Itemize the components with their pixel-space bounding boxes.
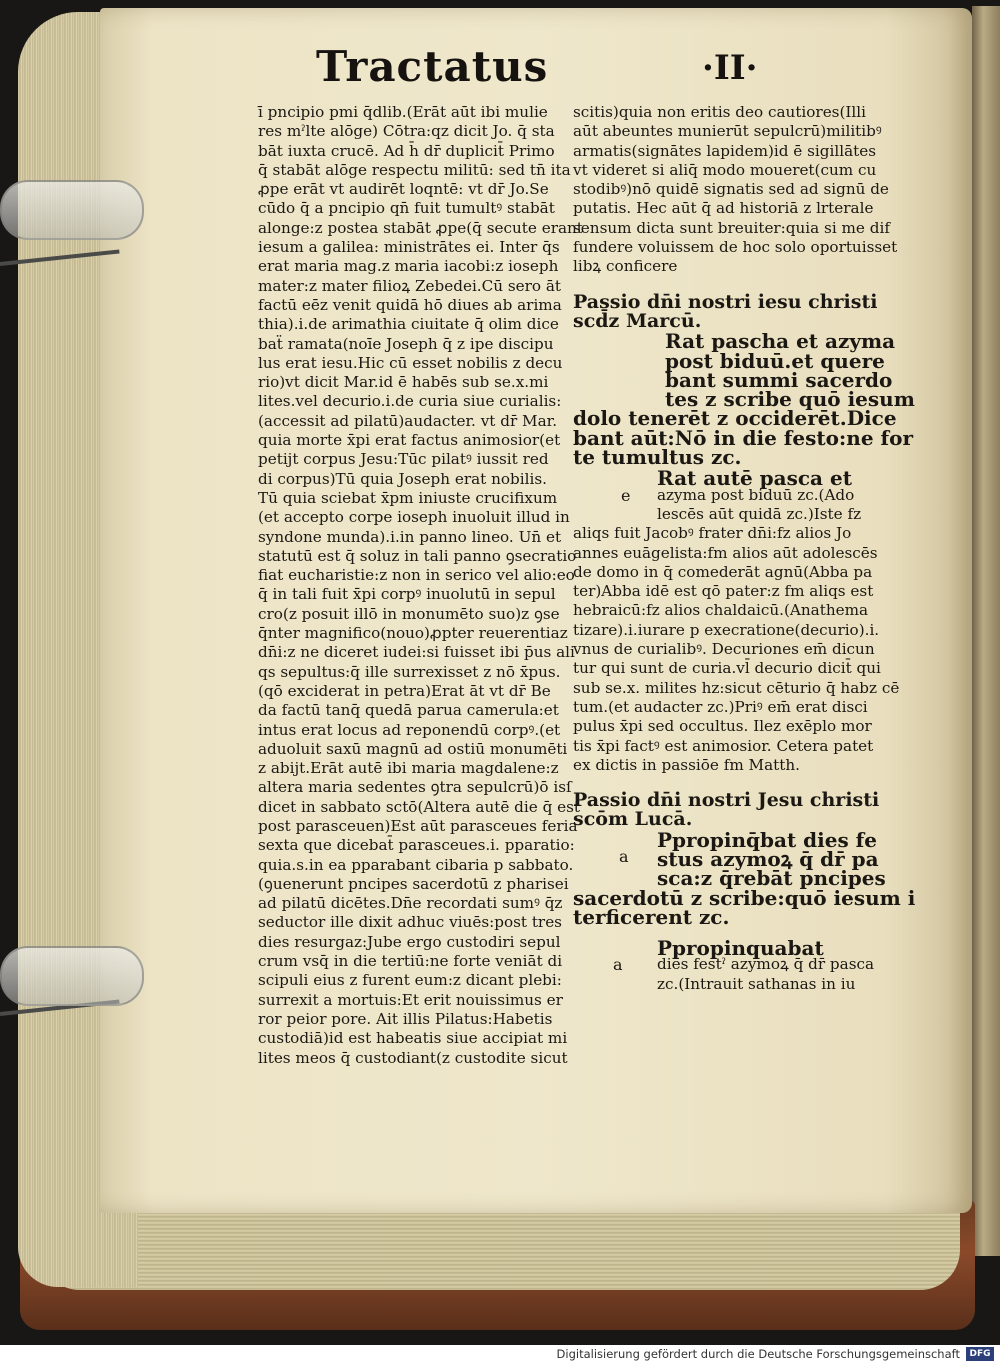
text-line: ex dictis in passiōe fm Matth.	[573, 755, 800, 774]
text-line: ꝓpe erāt vt audirēt loqntē: vt dr̄ Jo.Se	[258, 180, 549, 199]
text-line: alonge:z postea stabāt ꝓpe(q̄ secute erant	[258, 218, 583, 237]
text-line: dicet in sabbato sctō(Altera autē die q̄ est	[258, 797, 581, 816]
text-line: hebraicū:fz alios chaldaicū.(Anathema	[573, 601, 869, 620]
gospel-line: sca:z q̄rebāt pncipes	[657, 866, 886, 891]
text-line: scipuli eius z furent eum:z dicant plebi:	[258, 971, 562, 990]
text-line: statutū est q̄ soluz in tali panno ꝯsecratio	[258, 546, 577, 565]
guide-letter: a	[613, 955, 623, 975]
text-column-left	[258, 103, 583, 1068]
text-line: Tū quia sciebat x̄pm iniuste crucifixum	[258, 488, 558, 507]
text-line: syndone munda).i.in panno lineo. Un̄ et	[258, 527, 562, 546]
text-line: ad pilatū dicētes.Dn̄e recordati sumꝰ q̄z	[258, 894, 563, 913]
gospel-line: bant summi sacerdo	[665, 367, 893, 392]
text-line: thia).i.de arimathia ciuitate q̄ olim dice	[258, 315, 559, 334]
text-line: q̄nter magnifico(nouo)ꝓpter reuerentiaz	[258, 624, 568, 643]
text-line: petijt corpus Jesu:Tūc pilatꝰ iussit red	[258, 450, 549, 469]
folio-number: ·II·	[702, 48, 758, 88]
gospel-line: Rat pascha et azyma	[665, 329, 896, 354]
text-line: armatis(signātes lapidem)id ē sigillātes	[573, 141, 877, 160]
gospel-line: stus azymoꝝ q̄ dr̄ pa	[657, 846, 879, 871]
text-line: ī pncipio pmi q̄dlib.(Erāt aūt ibi mulie	[258, 103, 548, 121]
text-line: iesum a galilea: ministrātes ei. Inter q̄s	[258, 238, 560, 257]
text-line: seductor ille dixit adhuc viuēs:post tres	[258, 913, 562, 932]
funding-credit: Digitalisierung gefördert durch die Deutsche Forschungsgemeinschaft	[556, 1347, 960, 1361]
text-line: putatis. Hec aūt q̄ ad historiā z lrterale	[573, 199, 874, 218]
text-line: mater:z mater filioꝝ Zebedei.Cū sero āt	[258, 276, 562, 295]
text-line: z abijt.Erāt autē ibi maria magdalene:z	[258, 759, 559, 778]
text-line: factū eēz venit quidā hō diues ab arima	[258, 295, 562, 314]
text-line: rio)vt dicit Mar.id ē habēs sub se.x.mi	[258, 373, 549, 392]
text-line: baẗ ramata(noīe Joseph q̄ z ipe discipu	[258, 334, 554, 353]
text-line: intus erat locus ad reponendū corpꝰ.(et	[258, 720, 561, 739]
text-line: surrexit a mortuis:Et erit nouissimus er	[258, 990, 563, 1009]
text-line: sub se.x. milites hz:sicut cēturio q̄ habz cē	[573, 678, 900, 697]
running-title: Tractatus	[316, 42, 549, 91]
page-clip-top	[0, 180, 144, 240]
text-line: erat maria mag.z maria iacobi:z ioseph	[258, 257, 559, 276]
gospel-line: Ppropinq̄bat dies fe	[657, 827, 878, 852]
text-line: crum vsq̄ in die tertiū:ne forte veniāt di	[258, 952, 563, 971]
text-line: quia.s.in ea pparabant cibaria p sabbato.	[258, 855, 574, 874]
section-heading: scōm Lucā.	[573, 808, 693, 831]
gospel-line: tes z scribe quō iesum	[665, 387, 915, 412]
section-heading: scd̄z Marcū.	[573, 309, 702, 332]
text-line: res mˀlte alōge) Cōtra:qz dicit Jo. q̄ sta	[258, 122, 555, 141]
gospel-line: post biduū.et quere	[665, 348, 885, 373]
lemma-line: Rat autē pasca et	[657, 466, 852, 491]
text-line: tizare).i.iurare p execratione(decurio).i.	[573, 620, 880, 639]
text-line: (qō exciderat in petra)Erat āt vt dr̄ Be	[258, 681, 551, 700]
text-line: aūt abeuntes munierūt sepulcrū)militibꝰ	[573, 122, 882, 141]
text-line: tum.(et audacter zc.)Priꝰ em̄ erat disci	[573, 697, 868, 716]
gospel-line: dolo tenerēt z occiderēt.Dice	[573, 406, 897, 431]
text-line: quia morte x̄pi erat factus animosior(et	[258, 431, 561, 450]
text-line: altera maria sedentes ꝯtra sepulcrū)ō isſ	[258, 778, 572, 797]
text-line: q̄ in tali fuit x̄pi corpꝰ inuolutū in sepul	[258, 585, 556, 604]
text-column-right	[573, 103, 916, 994]
text-line: zc.(Intrauit sathanas in iu	[657, 974, 856, 993]
text-line: aliqs fuit Jacobꝰ frater dn̄i:fz alios Jo	[573, 524, 852, 543]
text-line: stodibꝰ)nō quidē signatis sed ad signū de	[573, 180, 889, 199]
text-line: aduoluit saxū magnū ad ostiū monumēti	[258, 739, 568, 758]
text-line: cro(z posuit illō in monumēto suo)z ꝯse	[258, 604, 560, 623]
text-line: sexta que dicebat̄ parasceues.i. pparatio:	[258, 836, 575, 855]
text-line: di corpus)Tū quia Joseph erat nobilis.	[258, 469, 547, 488]
text-line: cūdo q̄ a pncipio qn̄ fuit tumultꝰ stabāt	[258, 199, 555, 218]
text-line: da factū tanq̄ quedā parua camerula:et	[258, 701, 559, 720]
gospel-line: te tumultus zc.	[573, 445, 742, 470]
text-line: (ꝯuenerunt pncipes sacerdotū z pharisei	[258, 874, 569, 893]
text-line: dn̄i:z ne diceret iudei:si fuisset ibi p̄us ali	[258, 643, 575, 662]
text-line: scitis)quia non eritis deo cautiores(Illi	[573, 103, 866, 121]
text-line: (et accepto corpe ioseph inuoluit illud in	[258, 508, 570, 527]
text-line: (accessit ad pilatū)audacter. vt dr̄ Mar.	[258, 411, 558, 430]
running-header	[316, 42, 776, 102]
text-line: tis x̄pi factꝰ est animosior. Cetera patet	[573, 736, 874, 755]
text-line: lus erat iesu.Hic cū esset nobilis z decu	[258, 353, 563, 372]
text-line: vt videret si aliq̄ modo moueret(cum cu	[573, 160, 877, 179]
text-line: fiat eucharistie:z non in serico vel alio:eo	[258, 566, 575, 585]
guide-letter: e	[621, 485, 631, 505]
text-line: custodiā)id est habeatis siue accipiat mi	[258, 1029, 568, 1048]
text-line: libꝝ conficere	[573, 257, 678, 276]
lemma-line: Ppropinquabat	[657, 936, 824, 961]
text-line: tur qui sunt de curia.vl̄ decurio dicit̄ qui	[573, 659, 881, 678]
text-line: dies resurgaz:Jube ergo custodiri sepul	[258, 932, 561, 951]
text-line: ter)Abba idē est qō pater:z fm aliqs est	[573, 582, 874, 601]
page-clip-bottom	[0, 946, 144, 1006]
text-line: lites.vel decurio.i.de curia siue curialis:	[258, 392, 562, 411]
text-line: lescēs aūt quidā zc.)Iste fz	[657, 504, 862, 523]
text-line: sensum dicta sunt breuiter:quia si me dif	[573, 218, 890, 237]
text-line: ror peior pore. Ait illis Pilatus:Habetis	[258, 1009, 553, 1028]
section-heading: Passio dn̄i nostri Jesu christi	[573, 789, 880, 812]
gospel-line: bant aūt:Nō in die festo:ne for	[573, 425, 914, 450]
text-line: dies festˀ azymoꝝ q̄ dr̄ pasca	[657, 955, 875, 974]
digitization-footer	[0, 1345, 1000, 1364]
dfg-logo: DFG	[966, 1347, 994, 1361]
text-line: post parasceuen)Est aūt parasceues feria	[258, 816, 578, 835]
gospel-line: terficerent zc.	[573, 904, 730, 929]
text-line: vnus de curialibꝰ. Decuriones em̄ dicun	[573, 640, 875, 659]
text-line: bāt iuxta crucē. Ad h̄ dr̄ duplicit̄ Primo	[258, 141, 555, 160]
text-line: annes euāgelista:fm alios aūt adolescēs	[573, 543, 878, 562]
text-line: qs sepultus:q̄ ille surrexisset z nō x̄pus.	[258, 662, 561, 681]
text-line: pulus x̄pi sed occultus. Ilez exēplo mor	[573, 717, 872, 736]
text-line: q̄ stabāt alōge respectu militū: sed tn̄ ita	[258, 160, 571, 179]
gospel-line: sacerdotū z scribe:quō iesum i	[573, 885, 916, 910]
text-line: lites meos q̄ custodiant(z custodite sicut	[258, 1048, 568, 1067]
text-line: fundere voluissem de hoc solo oportuisset	[573, 238, 898, 257]
section-heading: Passio dn̄i nostri iesu christi	[573, 290, 878, 313]
text-line: azyma post biduū zc.(Ado	[657, 485, 855, 504]
text-line: de domo in q̄ comederāt agnū(Abba pa	[573, 562, 873, 581]
guide-letter: a	[619, 846, 629, 866]
next-page-edge	[972, 6, 1000, 1256]
